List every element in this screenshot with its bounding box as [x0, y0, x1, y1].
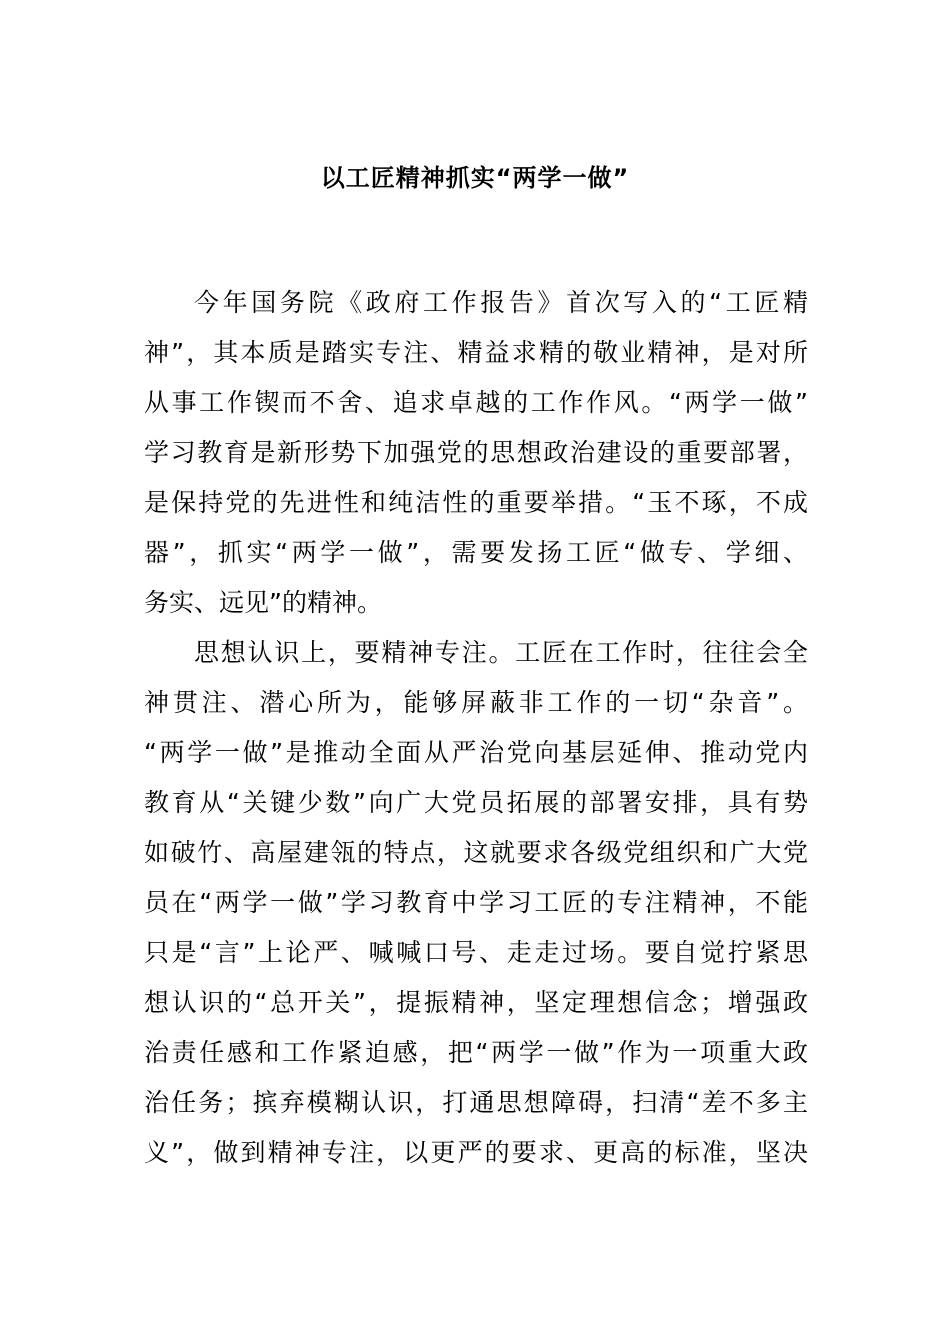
paragraph-line: 神贯注、潜心所为，能够屏蔽非工作的一切“杂音”。 — [144, 688, 808, 717]
paragraph-line: 器”，抓实“两学一做”，需要发扬工匠“做专、学细、 — [144, 538, 808, 567]
paragraph-line: 如破竹、高屋建瓴的特点，这就要求各级党组织和广大党 — [144, 838, 808, 867]
paragraph-line: 是保持党的先进性和纯洁性的重要举措。“玉不琢，不成 — [144, 488, 808, 517]
paragraph-line: 学习教育是新形势下加强党的思想政治建设的重要部署， — [144, 438, 808, 467]
paragraph-line: 从事工作锲而不舍、追求卓越的工作作风。“两学一做” — [144, 388, 808, 417]
document-body — [144, 278, 808, 1178]
paragraph-line: 员在“两学一做”学习教育中学习工匠的专注精神，不能 — [144, 888, 808, 917]
paragraph-line: 务实、远见”的精神。 — [144, 588, 382, 617]
paragraph-line: 只是“言”上论严、喊喊口号、走走过场。要自觉拧紧思 — [144, 938, 808, 967]
paragraph-1 — [144, 278, 808, 628]
paragraph-line: 教育从“关键少数”向广大党员拓展的部署安排，具有势 — [144, 788, 808, 817]
paragraph-line: 今年国务院《政府工作报告》首次写入的“工匠精 — [194, 288, 808, 317]
paragraph-2 — [144, 628, 808, 1178]
paragraph-line: 思想认识上，要精神专注。工匠在工作时，往往会全 — [194, 638, 808, 667]
paragraph-line: 治责任感和工作紧迫感，把“两学一做”作为一项重大政 — [144, 1038, 808, 1067]
paragraph-line: 治任务；摈弃模糊认识，打通思想障碍，扫清“差不多主 — [144, 1088, 808, 1117]
paragraph-line: 想认识的“总开关”，提振精神，坚定理想信念；增强政 — [144, 988, 808, 1017]
paragraph-line: 神”，其本质是踏实专注、精益求精的敬业精神，是对所 — [144, 338, 808, 367]
document-title: 以工匠精神抓实“两学一做” — [320, 164, 630, 192]
paragraph-line: 义”，做到精神专注，以更严的要求、更高的标准，坚决 — [144, 1138, 808, 1167]
paragraph-line: “两学一做”是推动全面从严治党向基层延伸、推动党内 — [144, 738, 808, 767]
